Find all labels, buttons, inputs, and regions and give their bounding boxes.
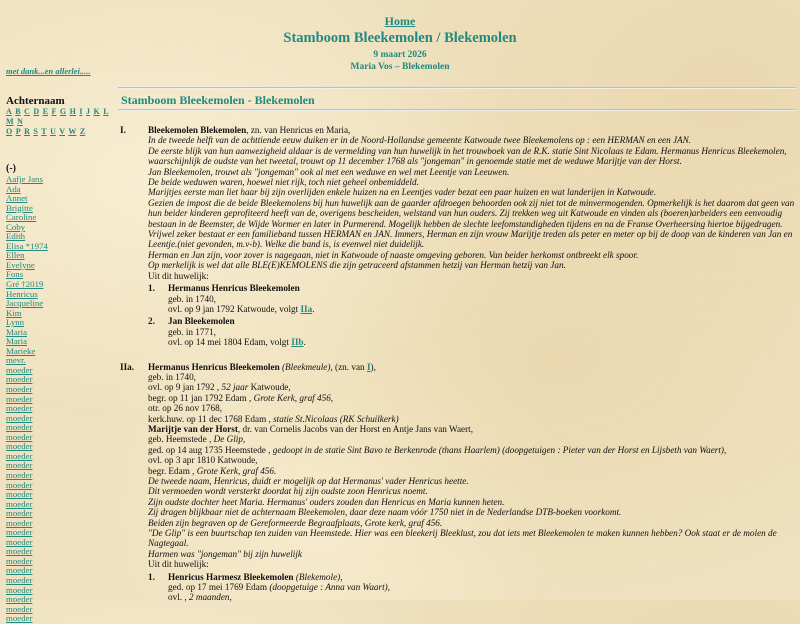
- person-link[interactable]: Edith: [6, 231, 26, 242]
- letter-link-p[interactable]: P: [15, 127, 21, 136]
- divider-bottom: [118, 109, 796, 111]
- spouse-parents: , dr. van Cornelis Jacobs van der Horst en Antje Jans van Waert,: [237, 423, 474, 434]
- person-link[interactable]: Henricus: [6, 288, 38, 299]
- person-link[interactable]: moeder: [6, 603, 33, 614]
- died-age: 52 jaar: [221, 382, 249, 393]
- letter-link-c[interactable]: C: [24, 107, 30, 116]
- person-link[interactable]: moeder: [6, 393, 33, 404]
- parent-suffix: ),: [370, 361, 376, 372]
- generation-entry-I: [120, 125, 796, 348]
- note-line: Zij dragen blijkbaar niet de achternaam Bleekemolen, daar deze naam vóór 1750 niet in de Nederlandse DTB-boeken voorkomt.: [148, 507, 622, 518]
- letter-link-g[interactable]: G: [59, 107, 67, 116]
- children-label: Uit dit huwelijk:: [148, 559, 209, 570]
- letter-link-a[interactable]: A: [6, 107, 12, 116]
- home-link[interactable]: Home: [384, 14, 416, 28]
- child-entry: [148, 572, 796, 603]
- spouse-baptized: ged. op 14 aug 1735 Heemstede ,: [148, 444, 273, 455]
- letter-link-f[interactable]: F: [51, 107, 57, 116]
- letter-link-t[interactable]: T: [41, 127, 47, 136]
- person-link[interactable]: moeder: [6, 364, 33, 375]
- child-entry: [148, 283, 796, 314]
- person-link[interactable]: Lynn: [6, 317, 25, 328]
- letter-link-i[interactable]: I: [79, 107, 83, 116]
- person-name: Bleekemolen Blekemolen: [148, 125, 247, 135]
- person-link[interactable]: moeder: [6, 498, 33, 509]
- letter-link-e[interactable]: E: [42, 107, 49, 116]
- person-link[interactable]: moeder: [6, 489, 33, 500]
- married: kerk.huw. op 11 dec 1768 Edam ,: [148, 413, 274, 424]
- person-link[interactable]: Jacqueline: [6, 298, 44, 309]
- person-link[interactable]: Fons: [6, 269, 24, 280]
- person-link[interactable]: Caroline: [6, 212, 37, 223]
- child-died: ovl. op 14 mei 1804 Edam, volgt: [168, 337, 292, 348]
- person-link[interactable]: moeder: [6, 517, 33, 528]
- person-link[interactable]: moeder: [6, 584, 33, 595]
- person-link[interactable]: Annet: [6, 193, 28, 204]
- parent-prefix: , (zn. van: [330, 361, 367, 372]
- note-line: Jan Bleekemolen, trouwt als "jongeman" ook al met een weduwe en wel met Leentje van Leeuwen.: [148, 166, 510, 177]
- person-link[interactable]: moeder: [6, 403, 33, 414]
- note-line: Harmen was "jongeman" bij zijn huwelijk: [148, 548, 302, 559]
- note-line: Dit vermoeden wordt versterkt doordat hij zijn oudste zoon Henricus noemt.: [148, 486, 428, 497]
- parent-link-I[interactable]: I: [366, 361, 371, 372]
- notes: [148, 476, 796, 559]
- generation-number: I.: [120, 125, 126, 135]
- note-line: Op merkelijk is wel dat alle BLE(E)KEMOLENS die zijn getraceerd afstammen hetzij van Herman hetzij van Jan.: [148, 260, 566, 271]
- volgt-link-IIa[interactable]: IIa: [300, 303, 313, 314]
- person-link[interactable]: moeder: [6, 613, 33, 624]
- site-title: Stamboom Bleekemolen / Blekemolen: [283, 30, 517, 46]
- note-line: Herman en Jan zijn, voor zover is nagegaan, niet in Katwoude of naaste omgeving geboren. Van beider herkomst ontbreekt elk spoor.: [148, 249, 639, 260]
- letter-link-k[interactable]: K: [93, 107, 100, 116]
- spouse-buried: begr. Edam ,: [148, 465, 197, 476]
- letter-link-d[interactable]: D: [33, 107, 40, 116]
- child-died-note: 2 maanden,: [188, 592, 232, 603]
- page-header: [0, 14, 800, 73]
- child-name: Henricus Harmesz Bleekemolen: [168, 571, 294, 582]
- child-number: 1.: [148, 283, 155, 294]
- person-link[interactable]: Ellen: [6, 250, 25, 261]
- person-name: Hermanus Henricus Bleekemolen: [148, 361, 280, 372]
- punct: .: [303, 337, 306, 348]
- child-died: ovl. op 9 jan 1792 Katwoude, volgt: [168, 303, 301, 314]
- letter-link-v[interactable]: V: [59, 127, 65, 136]
- person-link[interactable]: mevr.: [6, 355, 26, 366]
- died-place: Katwoude,: [248, 382, 291, 393]
- person-link[interactable]: Elisa *1974: [6, 240, 48, 251]
- child-baptized: ged. op 17 mei 1769 Edam: [168, 582, 270, 593]
- letter-link-l[interactable]: L: [103, 107, 109, 116]
- person-link[interactable]: moeder: [6, 594, 33, 605]
- letter-link-s[interactable]: S: [33, 127, 38, 136]
- page-date: 9 maart 2026: [373, 50, 427, 60]
- person-link[interactable]: moeder: [6, 536, 33, 547]
- note-line: Vrijwel zeker bestaat er een familieband tussen HERMAN en JAN. Immers, Herman en zijn vrouw Marijtje treden als peter en meter op bij de doop van de kinderen van Jan en Leentje.(niet gevonden, m.v-b). Welke die band is, is evenwel niet duidelijk.: [148, 229, 793, 250]
- note-line: Zijn oudste dochter heet Maria. Hermanus' ouders zouden dan Henricus en Maria kunnen heten.: [148, 496, 505, 507]
- person-link[interactable]: moeder: [6, 431, 33, 442]
- letter-link-b[interactable]: B: [15, 107, 21, 116]
- note-line: De tweede naam, Henricus, duidt er mogelijk op dat Hermanus' vader Henricus heette.: [148, 476, 469, 486]
- person-alias: (Bleekmeule): [279, 361, 331, 372]
- person-link[interactable]: moeder: [6, 508, 33, 519]
- child-died: ovl. ,: [168, 592, 189, 603]
- letter-index: [6, 107, 111, 137]
- married-place: statie St.Nicolaas (RK Schuilkerk): [273, 413, 399, 424]
- note-line: "De Glip" is een buurtschap ten zuiden van Heemstede. Hier was een bleekerij Bleeklust, zou dat iets met Bleekemolen te maken kunnen hebben? Ook staat er de molen de Nagtegaal.: [148, 528, 777, 549]
- child-born: geb. in 1771,: [168, 326, 216, 337]
- person-link[interactable]: moeder: [6, 527, 33, 538]
- person-link[interactable]: moeder: [6, 460, 33, 471]
- letter-link-j[interactable]: J: [86, 107, 91, 116]
- person-link[interactable]: moeder: [6, 565, 33, 576]
- section-title: Stamboom Bleekemolen - Blekemolen: [121, 93, 315, 107]
- person-link[interactable]: Kim: [6, 307, 22, 318]
- divider-top: [118, 87, 796, 89]
- punct: .: [312, 303, 315, 314]
- letter-link-h[interactable]: H: [69, 107, 76, 116]
- spouse-born: geb. Heemstede ,: [148, 434, 214, 445]
- person-link[interactable]: Maria: [6, 326, 28, 337]
- died: ovl. op 9 jan 1792 ,: [148, 382, 222, 393]
- child-name: Hermanus Henricus Bleekemolen: [168, 283, 300, 294]
- person-link[interactable]: moeder: [6, 384, 33, 395]
- letter-link-m[interactable]: M: [6, 117, 14, 126]
- generation-entry-IIa: [120, 362, 796, 603]
- person-link[interactable]: moeder: [6, 546, 33, 557]
- letter-link-u[interactable]: U: [50, 127, 56, 136]
- thanks-link[interactable]: met dank...en allerlei.....: [6, 66, 91, 76]
- born: geb. in 1740,: [148, 371, 196, 382]
- children-label: Uit dit huwelijk:: [148, 270, 209, 281]
- person-link[interactable]: Brigitte: [6, 202, 33, 213]
- letter-link-r[interactable]: R: [24, 127, 30, 136]
- person-parents: , zn. van Henricus en Maria,: [246, 125, 351, 135]
- person-link[interactable]: moeder: [6, 374, 33, 385]
- person-link[interactable]: moeder: [6, 422, 33, 433]
- person-link[interactable]: moeder: [6, 412, 33, 423]
- name-list: [6, 175, 111, 624]
- person-link[interactable]: Aafje Jans: [6, 174, 43, 184]
- note-line: De eerste blijk van hun aanwezigheid aldaar is de vermelding van hun huwelijk in het trouwboek van de R.K. statie Sint Nicolaas te Edam. Hermanus Henricus Bleekemolen, waarschijnlijk de oudste van het tweetal, trouwt op 11 december 1768 als "jongeman" in genoemde statie met de weduwe Marijtje van der Horst.: [148, 145, 787, 167]
- person-link[interactable]: Evelyne: [6, 259, 35, 270]
- note-line: De beide weduwen waren, hoewel niet rijk, toch niet geheel onbemiddeld.: [148, 177, 419, 188]
- person-link[interactable]: moeder: [6, 450, 33, 461]
- buried: begr. op 11 jan 1792 Edam ,: [148, 392, 254, 403]
- person-link[interactable]: moeder: [6, 555, 33, 566]
- generation-number: IIa.: [120, 361, 135, 372]
- person-link[interactable]: Ada: [6, 183, 21, 194]
- child-alias: (Blekemole),: [293, 571, 343, 582]
- notes: [148, 135, 796, 270]
- spouse-buried-place: Grote Kerk, graf 456.: [196, 465, 277, 476]
- surname-label: Achternaam: [6, 95, 65, 107]
- person-link[interactable]: Maria: [6, 336, 28, 347]
- child-entry: [148, 316, 796, 347]
- note-line: In de tweede helft van de achttiende eeuw duiken er in de Noord-Hollandse gemeente Katwoude twee Bleekemolens op : een HERMAN en een JAN.: [148, 135, 692, 146]
- note-line: Beiden zijn begraven op de Gereformeerde Begraafplaats, Grote kerk, graf 456.: [148, 517, 443, 528]
- person-link[interactable]: Coby: [6, 221, 26, 232]
- spouse-name: Marijtje van der Horst: [148, 423, 238, 434]
- letter-link-w[interactable]: W: [68, 127, 77, 136]
- person-link[interactable]: moeder: [6, 479, 33, 490]
- person-link[interactable]: moeder: [6, 441, 33, 452]
- person-link[interactable]: moeder: [6, 574, 33, 585]
- child-born: geb. in 1740,: [168, 293, 216, 304]
- person-link[interactable]: Gré †2019: [6, 279, 44, 290]
- spouse-born-place: De Glip,: [213, 434, 246, 445]
- engaged: otr. op 26 nov 1768,: [148, 403, 223, 414]
- child-baptized-note: (doopgetuige : Anna van Waart),: [269, 582, 391, 593]
- child-name: Jan Bleekemolen: [168, 316, 235, 327]
- child-number: 1.: [148, 571, 155, 582]
- volgt-link-IIb[interactable]: IIb: [291, 337, 304, 348]
- letter-link-n[interactable]: N: [17, 117, 23, 126]
- person-link[interactable]: moeder: [6, 469, 33, 480]
- note-line: Gezien de impost die de beide Bleekemolens bij hun huwelijk aan de gaarder afdroegen behoorden ook zij niet tot de minvermogenden. Opmerkelijk is het daarom dat geen van hun beider kinderen geprofiteerd heeft van de, overigens bescheiden, welstand van hun ouders. Zij trekken weg uit Katwoude en vinden als (boeren)arbeiders een eenvoudig bestaan in de Beemster, de Wijde Wormer en later in Purmerend. Mogelijk hebben de slechte leefomstandigheden tijdens en na de Franse Overheersing hiertoe bijgedragen.: [148, 197, 795, 229]
- letter-link-o[interactable]: O: [6, 127, 13, 136]
- genealogy-content: [120, 125, 796, 603]
- spouse-baptized-note: gedoopt in de statie Sint Bavo te Berkenrode (thans Haarlem) (doopgetuigen : Pieter van der Horst en Lijsbeth van Waert),: [272, 444, 727, 455]
- sidebar: [6, 66, 111, 624]
- spouse-died: ovl. op 3 apr 1810 Katwoude,: [148, 455, 258, 466]
- person-link[interactable]: Marieke: [6, 345, 36, 356]
- group-label: (-): [6, 163, 16, 174]
- letter-link-z[interactable]: Z: [79, 127, 86, 136]
- child-number: 2.: [148, 316, 155, 327]
- page-author: Maria Vos – Blekemolen: [350, 62, 450, 72]
- note-line: Marijtjes eerste man liet haar bij zijn overlijden enkele huizen na en Leentjes vader bezat een paar huizen en wat landerijen in Katwoude.: [148, 187, 657, 198]
- buried-place: Grote Kerk, graf 456,: [253, 392, 334, 403]
